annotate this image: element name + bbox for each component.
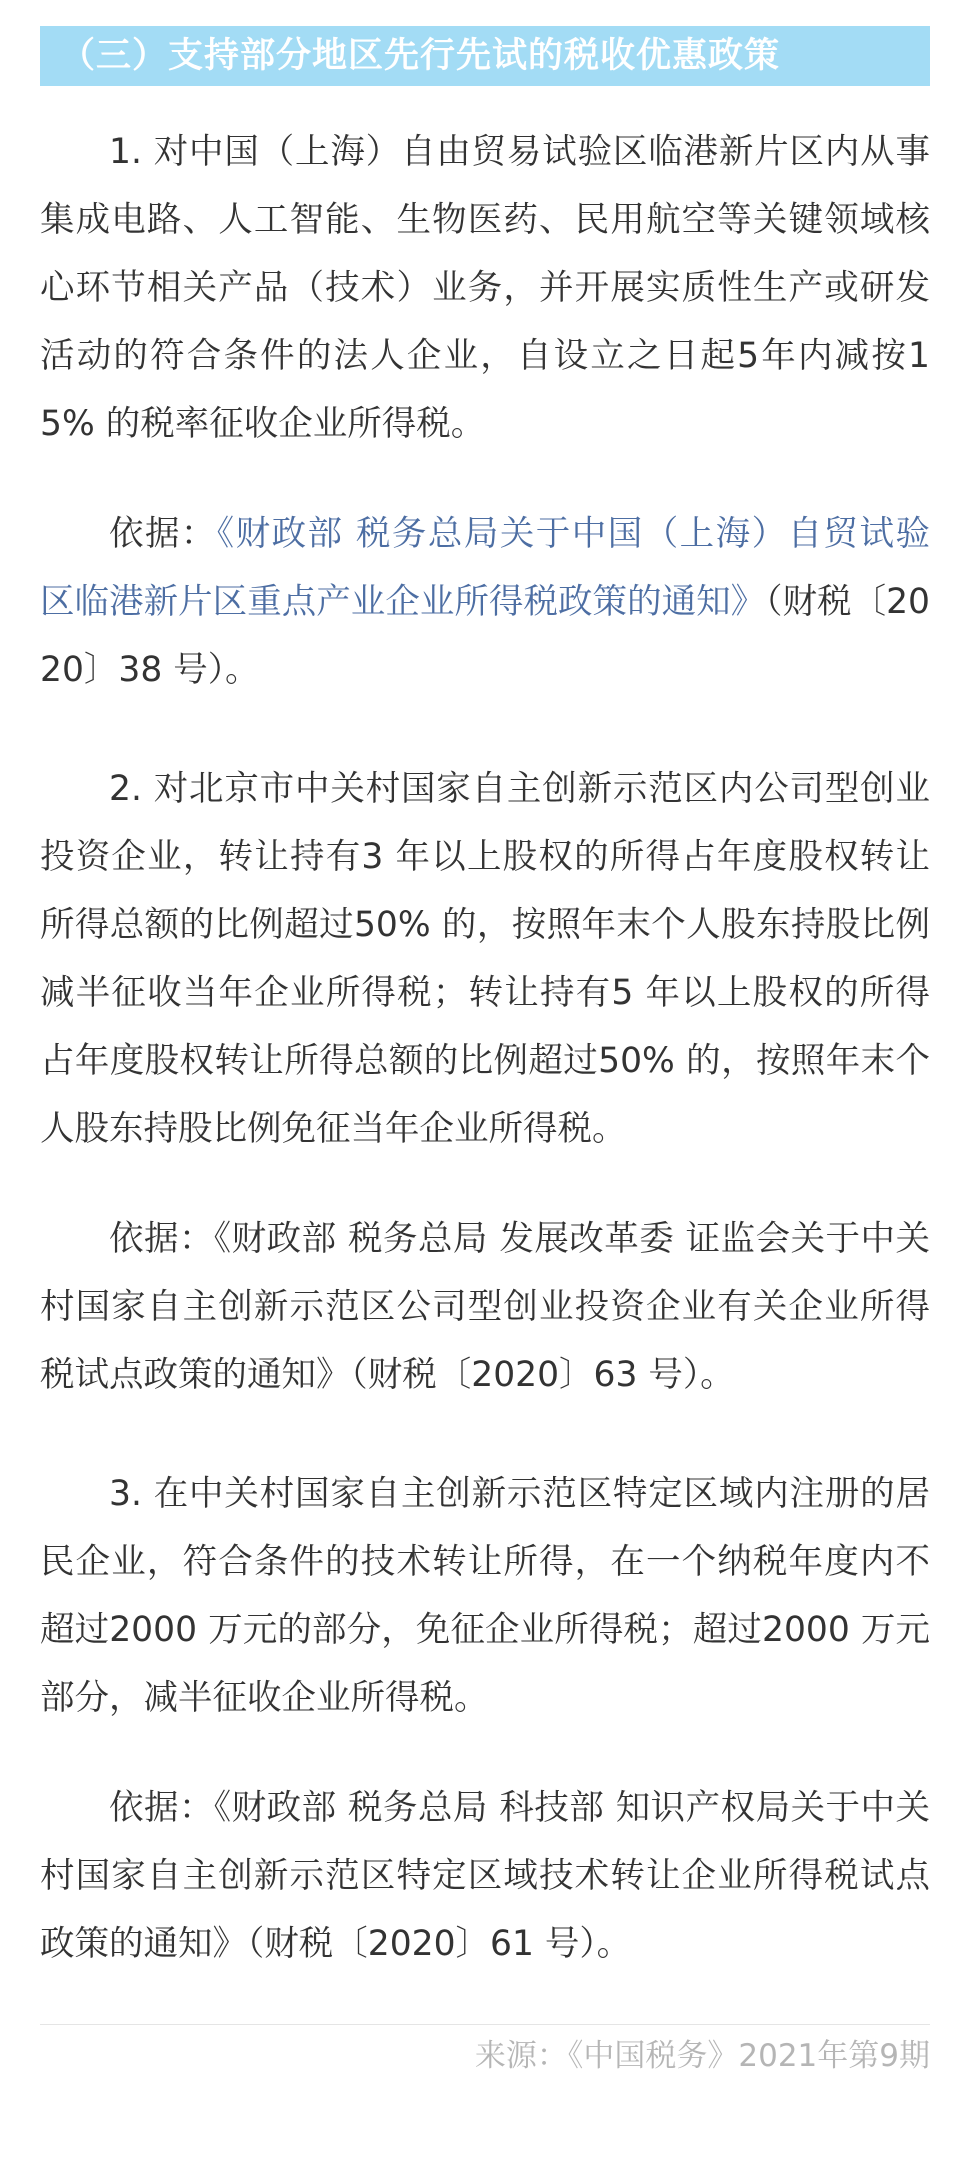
section-header <box>40 26 930 86</box>
policy-item-1-basis <box>40 500 930 704</box>
policy-item-3: 3. 在中关村国家自主创新示范区特定区域内注册的居民企业，符合条件的技术转让所得，在一个纳税年度内不超过2000 万元的部分，免征企业所得税；超过2000 万元部分，减半征收企业所得税。 <box>40 1474 930 1718</box>
policy-item-2-basis: 依据：《财政部 税务总局 发展改革委 证监会关于中关村国家自主创新示范区公司型创业投资企业有关企业所得税试点政策的通知》（财税〔2020〕63 号）。 <box>40 1219 930 1395</box>
basis-document-link[interactable]: 《财政部 税务总局关于中国（上海）自贸试验区临港新片区重点产业企业所得税政策的通知》 <box>40 514 930 622</box>
source-note: 来源：《中国税务》2021年第9期 <box>474 2038 930 2074</box>
basis-document-number: （财税〔2020〕38 号）。 <box>40 582 931 690</box>
basis-label: 依据： <box>109 514 217 554</box>
section-title: （三）支持部分地区先行先试的税收优惠政策 <box>60 36 781 76</box>
policy-item-2: 2. 对北京市中关村国家自主创新示范区内公司型创业投资企业，转让持有3 年以上股权的所得占年度股权转让所得总额的比例超过50% 的，按照年末个人股东持股比例减半征收当年企业所得税；转让持有5 年以上股权的所得占年度股权转让所得总额的比例超过50% 的，按照年末个人股东持股比例免征当年企业所得税。 <box>40 769 930 1149</box>
policy-item-1: 1. 对中国（上海）自由贸易试验区临港新片区内从事集成电路、人工智能、生物医药、民用航空等关键领域核心环节相关产品（技术）业务，并开展实质性生产或研发活动的符合条件的法人企业，自设立之日起5年内减按15% 的税率征收企业所得税。 <box>40 132 930 444</box>
policy-item-3-basis: 依据：《财政部 税务总局 科技部 知识产权局关于中关村国家自主创新示范区特定区域技术转让企业所得税试点政策的通知》（财税〔2020〕61 号）。 <box>40 1788 930 1964</box>
footer-divider <box>40 2024 930 2025</box>
article-body <box>40 26 930 2083</box>
